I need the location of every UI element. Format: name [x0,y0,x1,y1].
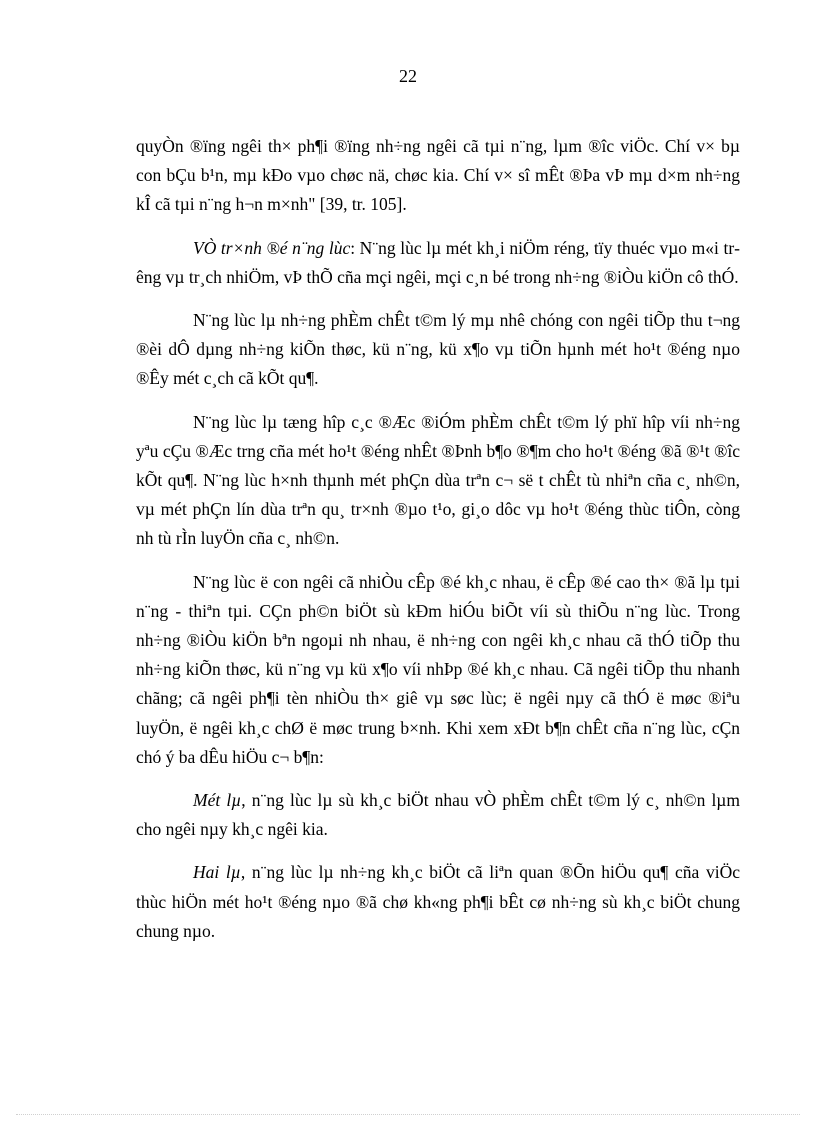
paragraph [136,858,740,946]
page-number: 22 [399,66,417,86]
paragraph-text: N¨ng lùc lµ nh÷ng phÈm chÊt t©m lý mµ nhê chóng con ngêi tiÕp thu t¬ng ®èi dÔ dµng nh÷ng kiÕn thøc, kü n¨ng, kü x¶o vµ tiÕn hµnh mét ho¹t ®éng nµo ®Êy mét c¸ch cã kÕt qu¶. [136,310,740,389]
page-bottom-divider [16,1114,800,1115]
paragraph [136,786,740,844]
paragraph-lead: Hai lµ [193,862,241,883]
paragraph [136,234,740,292]
paragraph-text: : N¨ng lùc lµ mét kh¸i niÖm réng, tïy thuéc vµo m«i trêng vµ tr¸ch nhiÖm, vÞ thÕ cña mçi ngêi, mçi c¸n bé trong nh÷ng ®iÒu kiÖn cô thÓ. [136,237,740,287]
paragraph [136,306,740,394]
paragraph [136,568,740,772]
paragraph-text: quyÒn ®ïng ngêi th× ph¶i ®ïng nh÷ng ngêi cã tµi n¨ng, lµm ®îc viÖc. Chí v× bµ con bÇu b¹n, mµ kÐo vµo chøc nä, chøc kia. Chí v× sî mÊt ®Þa vÞ mµ d×m nh÷ng kÎ cã tµi n¨ng h¬n m×nh" [39, tr. 105]. [136,136,740,215]
paragraph-text: , n¨ng lùc lµ sù kh¸c biÖt nhau vÒ phÈm chÊt t©m lý c¸ nh©n lµm cho ngêi nµy kh¸c ngêi kia. [136,790,740,840]
paragraph-lead: Mét lµ [193,790,242,811]
body-text [136,132,740,960]
paragraph [136,408,740,554]
paragraph [136,132,740,220]
paragraph-text: , n¨ng lùc lµ nh÷ng kh¸c biÖt cã liªn quan ®Õn hiÖu qu¶ cña viÖc thùc hiÖn mét ho¹t ®éng nµo ®ã chø kh«ng ph¶i bÊt cø nh÷ng sù kh¸c biÖt chung chung nµo. [136,862,740,941]
paragraph-lead: VÒ tr×nh ®é n¨ng lùc [193,237,351,258]
paragraph-text: N¨ng lùc ë con ngêi cã nhiÒu cÊp ®é kh¸c nhau, ë cÊp ®é cao th× ®ã lµ tµi n¨ng - thiªn tµi. CÇn ph©n biÖt sù kÐm hiÓu biÕt víi sù thiÕu n¨ng lùc. Trong nh÷ng ®iÒu kiÖn bªn ngoµi nh nhau, ë nh÷ng con ngêi kh¸c nhau cã thÓ tiÕp thu nh÷ng kiÕn thøc, kü n¨ng vµ kü x¶o víi nhÞp ®é kh¸c nhau. Cã ngêi tiÕp thu nhanh chãng; cã ngêi ph¶i tèn nhiÒu th× giê vµ søc lùc; ë ngêi nµy cã thÓ ë møc ®iªu luyÖn, ë ngêi kh¸c chØ ë møc trung b×nh. Khi xem xÐt b¶n chÊt cña n¨ng lùc, cÇn chó ý ba dÊu hiÖu c¬ b¶n: [136,571,740,767]
paragraph-text: N¨ng lùc lµ tæng hîp c¸c ®Æc ®iÓm phÈm chÊt t©m lý phï hîp víi nh÷ng yªu cÇu ®Æc trng cña mét ho¹t ®éng nhÊt ®Þnh b¶o ®¶m cho ho¹t ®éng ®ã ®¹t ®îc kÕt qu¶. N¨ng lùc h×nh thµnh mét phÇn dùa trªn c¬ së t chÊt tù nhiªn cña c¸ nh©n, vµ mét phÇn lín dùa trªn qu¸ tr×nh ®µo t¹o, gi¸o dôc vµ ho¹t ®éng thùc tiÔn, còng nh tù rÌn luyÖn cña c¸ nh©n. [136,411,740,549]
